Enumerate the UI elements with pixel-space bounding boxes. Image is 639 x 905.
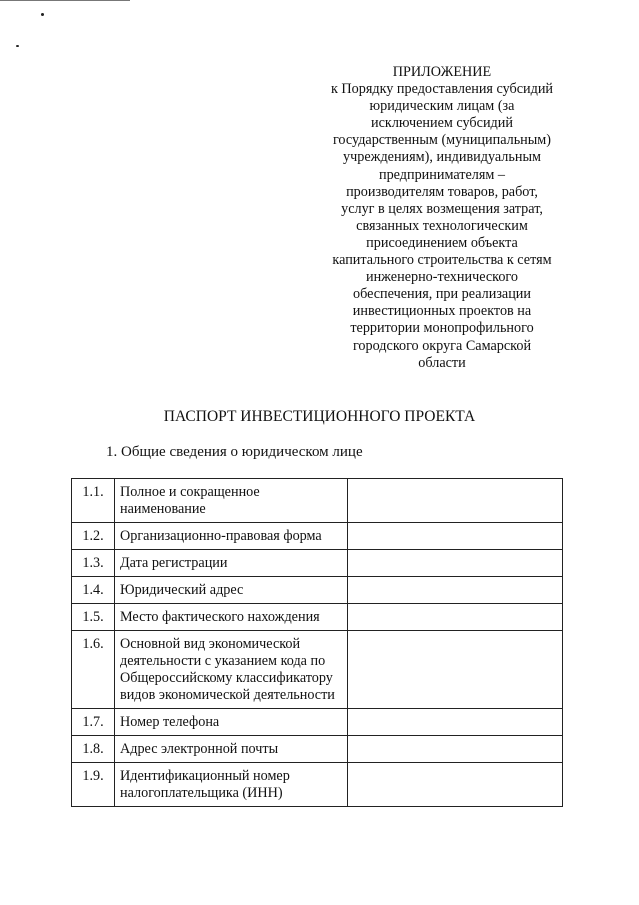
- row-value-cell: [348, 763, 563, 807]
- row-number: 1.9.: [72, 763, 115, 807]
- appendix-line: исключением субсидий: [371, 115, 513, 132]
- row-number: 1.2.: [72, 523, 115, 550]
- appendix-line: к Порядку предоставления субсидий: [330, 81, 554, 98]
- table-row: [72, 577, 563, 604]
- row-number: 1.6.: [72, 631, 115, 709]
- row-number: 1.7.: [72, 709, 115, 736]
- row-value-cell: [348, 736, 563, 763]
- appendix-line: капитального строительства к сетям: [332, 252, 552, 269]
- appendix-line: юридическим лицам (за: [369, 98, 515, 115]
- row-number: 1.8.: [72, 736, 115, 763]
- appendix-line: услуг в целях возмещения затрат,: [341, 200, 543, 217]
- row-label: Основной вид экономической деятельности с указанием кода по Общероссийскому классификатору видов экономической деятельности: [115, 631, 348, 709]
- appendix-line: производителям товаров, работ,: [346, 183, 538, 200]
- row-value-cell: [348, 709, 563, 736]
- table-row: [72, 709, 563, 736]
- table-row: [72, 479, 563, 523]
- row-label: Организационно-правовая форма: [115, 523, 348, 550]
- table-row: [72, 736, 563, 763]
- row-label: Адрес электронной почты: [115, 736, 348, 763]
- document-title: ПАСПОРТ ИНВЕСТИЦИОННОГО ПРОЕКТА: [163, 408, 476, 425]
- legal-entity-table: [71, 478, 563, 807]
- row-value-cell: [348, 604, 563, 631]
- row-number: 1.1.: [72, 479, 115, 523]
- appendix-line: государственным (муниципальным): [332, 132, 552, 149]
- scan-edge-line: [0, 0, 130, 1]
- row-number: 1.4.: [72, 577, 115, 604]
- row-label: Полное и сокращенное наименование: [115, 479, 348, 523]
- table-row: [72, 763, 563, 807]
- appendix-line: области: [418, 354, 466, 371]
- appendix-line: городского округа Самарской: [352, 337, 532, 354]
- row-value-cell: [348, 631, 563, 709]
- appendix-title: ПРИЛОЖЕНИЕ: [392, 64, 492, 80]
- row-label: Юридический адрес: [115, 577, 348, 604]
- row-value-cell: [348, 523, 563, 550]
- table-row: [72, 604, 563, 631]
- appendix-line: присоединением объекта: [366, 234, 518, 251]
- row-number: 1.5.: [72, 604, 115, 631]
- table-row: [72, 523, 563, 550]
- row-label: Дата регистрации: [115, 550, 348, 577]
- appendix-line: предпринимателям –: [378, 166, 505, 183]
- appendix-line: связанных технологическим: [356, 217, 528, 234]
- row-label: Номер телефона: [115, 709, 348, 736]
- row-label: Место фактического нахождения: [115, 604, 348, 631]
- table-row: [72, 631, 563, 709]
- row-label: Идентификационный номер налогоплательщика (ИНН): [115, 763, 348, 807]
- scan-speck: [41, 13, 44, 16]
- row-value-cell: [348, 479, 563, 523]
- appendix-block: [322, 64, 562, 372]
- appendix-line: обеспечения, при реализации: [352, 286, 531, 303]
- appendix-line: территории монопрофильного: [350, 320, 534, 337]
- row-number: 1.3.: [72, 550, 115, 577]
- section-heading: 1. Общие сведения о юридическом лице: [106, 444, 363, 460]
- table-row: [72, 550, 563, 577]
- row-value-cell: [348, 550, 563, 577]
- appendix-line: инженерно-технического: [366, 269, 518, 286]
- appendix-line: инвестиционных проектов на: [352, 303, 532, 320]
- appendix-line: учреждениям), индивидуальным: [343, 149, 541, 166]
- row-value-cell: [348, 577, 563, 604]
- scan-speck: [16, 45, 19, 47]
